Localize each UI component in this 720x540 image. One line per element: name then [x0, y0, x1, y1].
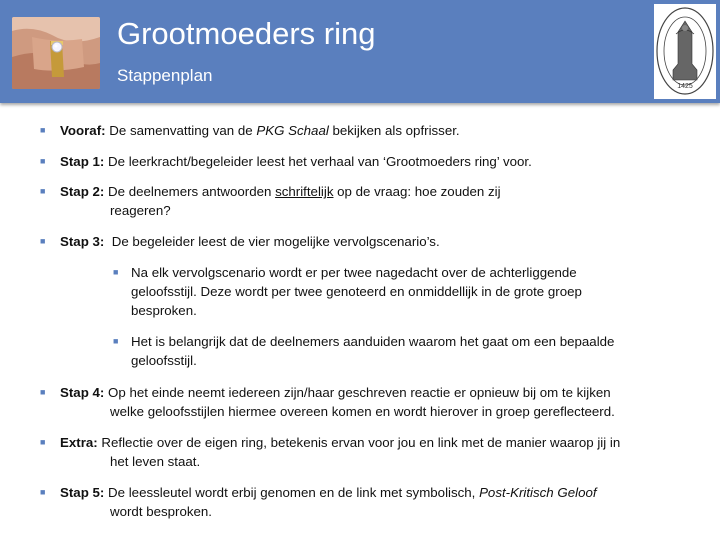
step-list: ■ Vooraf: De samenvatting van de PKG Schaal bekijken als opfrisser. ■ Stap 1: De leerkracht/begeleider leest het verhaal van ‘Grootmoeders ring’ voor. ■ Stap 2: De deelnemers antwoorden schriftelijk op de vraag: hoe zouden zij reageren? ■ Stap 3: De begeleider leest de vier mogelijke vervolgscenario’s. ■ Na elk vervolgscenario wordt er per twee nagedacht over de achterliggende geloofsstijl. Deze wordt per twee genoteerd en onmiddellijk in de grote groep besproken. ■ Het is belangrijk dat de deelnemers aanduiden waarom het gaat om een bepaalde geloofsstijl. ■ Stap 4: Op het einde neemt iedereen zijn/haar geschreven reactie er opnieuw bij om te kijken welke geloofsstijlen hiermee overeen komen en wordt hierover in groep gereflecteerd. ■ Extra: Reflectie over de eigen ring, betekenis ervan voor jou en link met de manier waarop jij in het leven staat. ■ Stap 5: De leessleutel wordt erbij genomen en de link met symbolisch, Post-Kritisch Geloof wordt besproken.	[40, 123, 621, 519]
square-bullet-icon: ■	[40, 437, 46, 447]
page-subtitle: Stappenplan	[117, 66, 213, 85]
seal-year: 1425	[677, 83, 693, 90]
square-bullet-icon: ■	[113, 267, 119, 277]
square-bullet-icon: ■	[40, 156, 46, 166]
square-bullet-icon: ■	[40, 186, 46, 196]
square-bullet-icon: ■	[40, 387, 46, 397]
square-bullet-icon: ■	[40, 236, 46, 246]
square-bullet-icon: ■	[113, 336, 119, 346]
page-title: Grootmoeders ring	[117, 16, 376, 51]
square-bullet-icon: ■	[40, 125, 46, 135]
square-bullet-icon: ■	[40, 487, 46, 497]
